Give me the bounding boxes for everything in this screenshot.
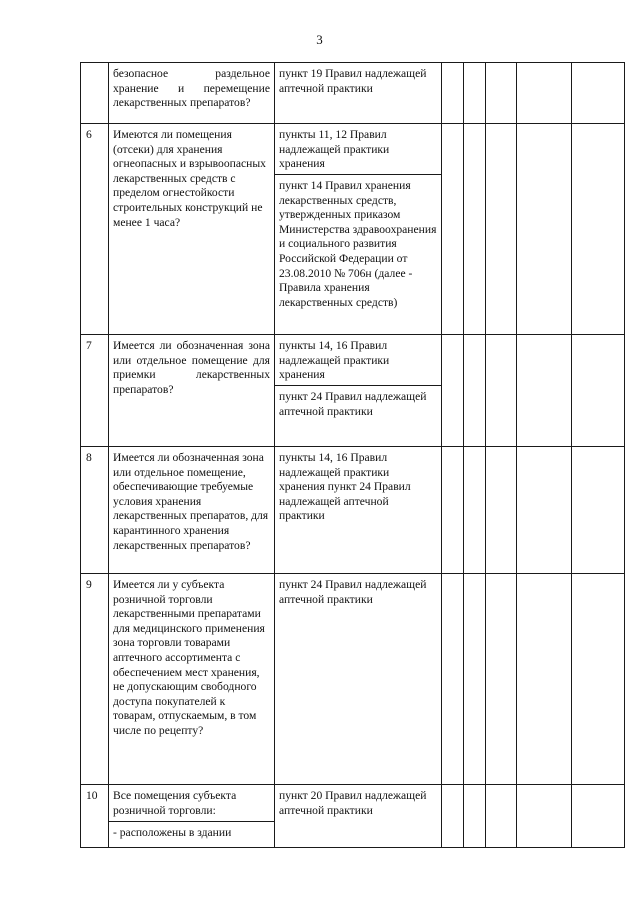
answer-cell-note[interactable] — [572, 785, 625, 848]
answer-cell-extra[interactable] — [517, 335, 572, 447]
answer-cell-no[interactable] — [464, 63, 486, 124]
question-part: Все помещения субъекта розничной торговли: — [113, 789, 237, 817]
answer-cell-note[interactable] — [572, 63, 625, 124]
reference-part: пункты 14, 16 Правил надлежащей практики хранения — [279, 339, 390, 382]
row-number: 9 — [81, 574, 109, 785]
row-reference — [275, 335, 442, 447]
answer-cell-extra[interactable] — [517, 124, 572, 335]
answer-cell-yes[interactable] — [442, 447, 464, 574]
table-row — [81, 63, 625, 124]
row-number — [81, 63, 109, 124]
answer-cell-yes[interactable] — [442, 785, 464, 848]
reference-part: пункты 11, 12 Правил надлежащей практики хранения — [279, 128, 390, 171]
answer-cell-note[interactable] — [572, 124, 625, 335]
answer-cell-na[interactable] — [486, 63, 517, 124]
reference-part: пункт 24 Правил надлежащей аптечной практики — [275, 385, 441, 422]
answer-cell-yes[interactable] — [442, 124, 464, 335]
row-question: безопасное раздельное хранение и перемещение лекарственных препаратов? — [109, 63, 275, 124]
answer-cell-na[interactable] — [486, 335, 517, 447]
row-reference: пункт 20 Правил надлежащей аптечной практики — [275, 785, 442, 848]
subquestion-part: - расположены в здании — [109, 821, 274, 844]
answer-cell-extra[interactable] — [517, 785, 572, 848]
row-number: 10 — [81, 785, 109, 848]
table-row — [81, 124, 625, 335]
row-reference: пункты 14, 16 Правил надлежащей практики хранения пункт 24 Правил надлежащей аптечной практики — [275, 447, 442, 574]
row-question: Имеются ли помещения (отсеки) для хранения огнеопасных и взрывоопасных лекарственных средств с пределом огнестойкости строительных конструкций не менее 1 часа? — [109, 124, 275, 335]
row-reference: пункт 19 Правил надлежащей аптечной практики — [275, 63, 442, 124]
answer-cell-na[interactable] — [486, 785, 517, 848]
row-question: Имеется ли обозначенная зона или отдельное помещение, обеспечивающие требуемые условия хранения лекарственных препаратов, для карантинного хранения лекарственных препаратов? — [109, 447, 275, 574]
row-number: 7 — [81, 335, 109, 447]
answer-cell-no[interactable] — [464, 447, 486, 574]
answer-cell-yes[interactable] — [442, 574, 464, 785]
answer-cell-no[interactable] — [464, 785, 486, 848]
answer-cell-yes[interactable] — [442, 335, 464, 447]
row-question: Имеется ли обозначенная зона или отдельное помещение для приемки лекарственных препаратов? — [109, 335, 275, 447]
row-number: 6 — [81, 124, 109, 335]
table-row — [81, 335, 625, 447]
answer-cell-na[interactable] — [486, 574, 517, 785]
reference-part: пункт 14 Правил хранения лекарственных средств, утвержденных приказом Министерства здравоохранения и социального развития Российской Федерации от 23.08.2010 № 706н (далее - Правила хранения лекарственных средств) — [275, 174, 441, 313]
table-row — [81, 447, 625, 574]
answer-cell-extra[interactable] — [517, 63, 572, 124]
answer-cell-note[interactable] — [572, 335, 625, 447]
answer-cell-yes[interactable] — [442, 63, 464, 124]
table-row — [81, 574, 625, 785]
row-reference — [275, 124, 442, 335]
answer-cell-extra[interactable] — [517, 574, 572, 785]
answer-cell-na[interactable] — [486, 447, 517, 574]
row-question — [109, 785, 275, 848]
page-number: 3 — [316, 32, 323, 47]
row-question: Имеется ли у субъекта розничной торговли лекарственными препаратами для медицинского применения зона торговли товарами аптечного ассортимента с обеспечением мест хранения, не допускающим свободного доступа покупателей к товарам, отпускаемым, в том числе по рецепту? — [109, 574, 275, 785]
answer-cell-no[interactable] — [464, 335, 486, 447]
answer-cell-no[interactable] — [464, 124, 486, 335]
answer-cell-na[interactable] — [486, 124, 517, 335]
checklist-table — [80, 62, 625, 848]
answer-cell-note[interactable] — [572, 574, 625, 785]
table-row — [81, 785, 625, 848]
answer-cell-no[interactable] — [464, 574, 486, 785]
row-number: 8 — [81, 447, 109, 574]
row-reference: пункт 24 Правил надлежащей аптечной практики — [275, 574, 442, 785]
answer-cell-note[interactable] — [572, 447, 625, 574]
answer-cell-extra[interactable] — [517, 447, 572, 574]
